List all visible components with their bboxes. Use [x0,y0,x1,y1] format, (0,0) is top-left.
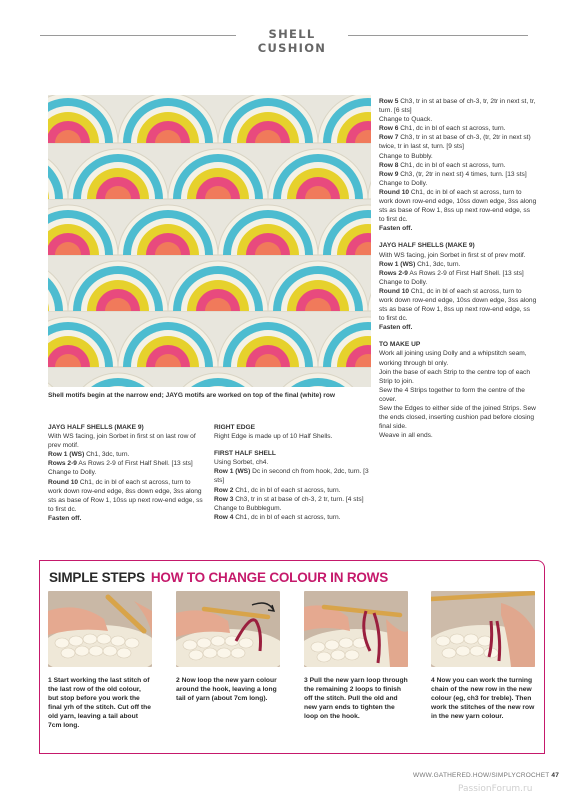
row-label: Row 4 [214,513,234,521]
instruction-rows2-9 [48,459,206,468]
instruction-round10 [379,188,537,224]
step-1 [48,591,152,730]
shell-motif [168,261,268,311]
colour-change: Change to Dolly. [379,278,428,286]
simple-steps-subtitle: HOW TO CHANGE COLOUR IN ROWS [150,570,389,585]
step-1-photo [48,591,152,667]
makeup-step: Join the base of each Strip to the centre top of each Strip to join. [379,368,531,385]
shell-motif [48,373,68,387]
shell-pattern-image [48,95,371,387]
step-2-photo [176,591,280,667]
shell-motif [318,317,371,367]
row-text: Dc in second ch from hook, 2dc, turn. [3 sts] [214,468,369,485]
shell-motif [48,317,118,367]
instruction-row8 [379,161,537,170]
row-text: Ch1, dc in bl of each st across, turn. [398,125,506,133]
instruction-row7 [379,133,537,151]
row-text: Ch1, dc in bl of each st across, turn. [233,513,341,521]
row-label: Row 1 (WS) [48,451,85,459]
shell-motif [318,205,371,255]
makeup-step: Sew the Edges to either side of the joined Strips. Sew the ends closed, inserting cushion pad before closing final side. [379,405,536,431]
row-text: Ch1, dc in bl of each st across, turn to work down row-end edge, 10ss down edge, 3ss along sts as base of Row 1, 8ss up next row-end edge, ss to first dc. [379,188,537,224]
shell-motif [168,149,268,199]
step-2-text: 2 Now loop the new yarn colour around the hook, leaving a long tail of yarn (about 7cm long). [176,677,277,702]
instruction-row5 [379,97,537,115]
shell-motif [68,261,168,311]
step-3-text: 3 Pull the new yarn loop through the remaining 2 loops to finish off the stitch. Pull the old and new yarn ends to tighten the loop on the hook. [304,677,408,720]
right-edge-heading: RIGHT EDGE [214,424,256,431]
shell-motif [368,373,371,387]
makeup-step: Sew the 4 Strips together to form the centre of the cover. [379,386,525,403]
row-text: Ch1, dc in bl of each st across, turn. [233,486,341,494]
shell-motif [268,373,368,387]
row-label: Round 10 [379,188,410,196]
instruction-row1 [214,467,372,485]
to-make-up-heading: TO MAKE UP [379,341,421,349]
shell-crochet-photo [48,95,371,387]
page-header [0,26,566,55]
shell-motif [318,95,371,143]
row-text: Ch1, dc in bl of each st across, turn. [398,161,506,169]
instruction-row2 [214,486,372,495]
pattern-column-3 [379,97,537,440]
row-text: Ch1, 3dc, turn. [415,260,461,268]
instruction-row9 [379,170,537,179]
step-4-text: 4 Now you can work the turning chain of the new row in the new colour (eg, ch3 for treble). Then work the stitches of the new row in the new yarn colour. [431,677,535,720]
shell-motif [48,149,68,199]
shell-motif [218,95,318,143]
row-label: Rows 2-9 [379,269,408,277]
fasten-off: Fasten off. [48,514,82,522]
first-half-shell-heading: FIRST HALF SHELL [214,450,276,458]
jayg-intro: With WS facing, join Sorbet in first st on last row of prev motif. [48,433,196,450]
step-4 [431,591,535,722]
row-label: Rows 2-9 [48,460,77,468]
simple-steps-title [49,570,388,585]
row-label: Row 9 [379,170,399,178]
row-label: Row 3 [214,495,234,503]
shell-motif [118,205,218,255]
shell-motif [68,149,168,199]
step-4-photo [431,591,535,667]
instruction-round10 [379,287,537,323]
row-text: Ch3, tr in st at base of ch-3, 2 tr, turn. [4 sts] [233,495,364,503]
instruction-row3 [214,495,372,504]
fasten-off: Fasten off. [379,324,413,332]
shell-motif [48,95,118,143]
shell-motif [368,149,371,199]
row-text: As Rows 2-9 of First Half Shell. [13 sts] [407,269,524,277]
instruction-row1 [379,260,537,269]
watermark: PassionForum.ru [458,784,533,794]
using-text: Using Sorbet, ch4. [214,459,269,467]
fasten-off: Fasten off. [379,225,413,233]
jayg-half-shells-heading: JAYG HALF SHELLS (MAKE 9) [48,424,144,431]
shell-motif [268,149,368,199]
footer-url: WWW.GATHERED.HOW/SIMPLYCROCHET [413,772,550,779]
shell-motif [118,95,218,143]
colour-change: Change to Bubbly. [379,152,433,160]
instruction-round10 [48,478,206,514]
header-rule-left [40,35,236,36]
pattern-column-2 [214,423,372,522]
step-1-text: 1 Start working the last stitch of the last row of the old colour, but stop before you work the final yrh of the stitch. Cut off the old yarn, leaving a tail about 7cm long. [48,677,151,729]
colour-change: Change to Bubblegum. [214,504,282,512]
shell-motif [118,317,218,367]
shell-motif [168,373,268,387]
row-label: Round 10 [379,287,410,295]
makeup-step: Weave in all ends. [379,432,433,440]
instruction-row4 [214,513,372,522]
row-label: Row 2 [214,486,234,494]
jayg-half-shells-heading: JAYG HALF SHELLS (MAKE 9) [379,242,475,250]
row-text: Ch1, dc in bl of each st across, turn to work down row-end edge, 8ss down edge, 3ss along sts as base of Row 1, 10ss up next row-end edge, ss to first dc. [48,478,203,513]
step-3 [304,591,408,722]
row-label: Row 1 (WS) [379,260,416,268]
row-label: Row 1 (WS) [214,468,251,476]
row-text: Ch3, (tr, 2tr in next st) 4 times, turn. [13 sts] [398,170,527,178]
page-number: 47 [551,772,560,779]
row-text: Ch1, 3dc, turn. [84,451,130,459]
shell-motif [218,317,318,367]
row-text: Ch1, dc in bl of each st across, turn to work down row-end edge, 10ss down edge, 3ss along sts as base of Row 1, 8ss up next row-end edge, ss to first dc. [379,287,537,323]
row-text: As Rows 2-9 of First Half Shell. [13 sts] [76,460,193,468]
shell-motif [48,205,118,255]
section-title: SHELL CUSHION [257,27,327,55]
instruction-rows2-9 [379,269,537,278]
shell-motif [68,373,168,387]
shell-motif [218,205,318,255]
row-text: Ch3, tr in st at base of ch-3, (tr, 2tr in next st) twice, tr in last st, turn. [9 sts] [379,134,531,151]
jayg-intro: With WS facing, join Sorbet in first st of prev motif. [379,251,526,259]
simple-steps-label: SIMPLE STEPS [49,570,145,585]
pattern-column-1 [48,423,206,523]
row-label: Round 10 [48,478,79,486]
row-label: Row 5 [379,98,399,105]
row-label: Row 8 [379,161,399,169]
shell-motif [48,261,68,311]
instruction-row6 [379,124,537,133]
colour-change: Change to Quack. [379,116,433,124]
colour-change: Change to Dolly. [48,469,97,477]
page-footer [413,772,559,779]
makeup-step: Work all joining using Dolly and a whipstitch seam, working through bl only. [379,350,527,367]
photo-caption: Shell motifs begin at the narrow end; JAYG motifs are worked on top of the final (white) row [48,392,335,399]
colour-change: Change to Dolly. [379,179,428,187]
header-rule-right [348,35,528,36]
shell-motif [368,261,371,311]
shell-motif [268,261,368,311]
instruction-row1 [48,450,206,459]
row-text: Ch3, tr in st at base of ch-3, tr, 2tr in next st, tr, turn. [6 sts] [379,98,536,115]
step-2 [176,591,280,704]
step-3-photo [304,591,408,667]
right-edge-text: Right Edge is made up of 10 Half Shells. [214,433,333,441]
simple-steps-box [39,560,545,754]
row-label: Row 6 [379,125,399,133]
row-label: Row 7 [379,134,399,142]
